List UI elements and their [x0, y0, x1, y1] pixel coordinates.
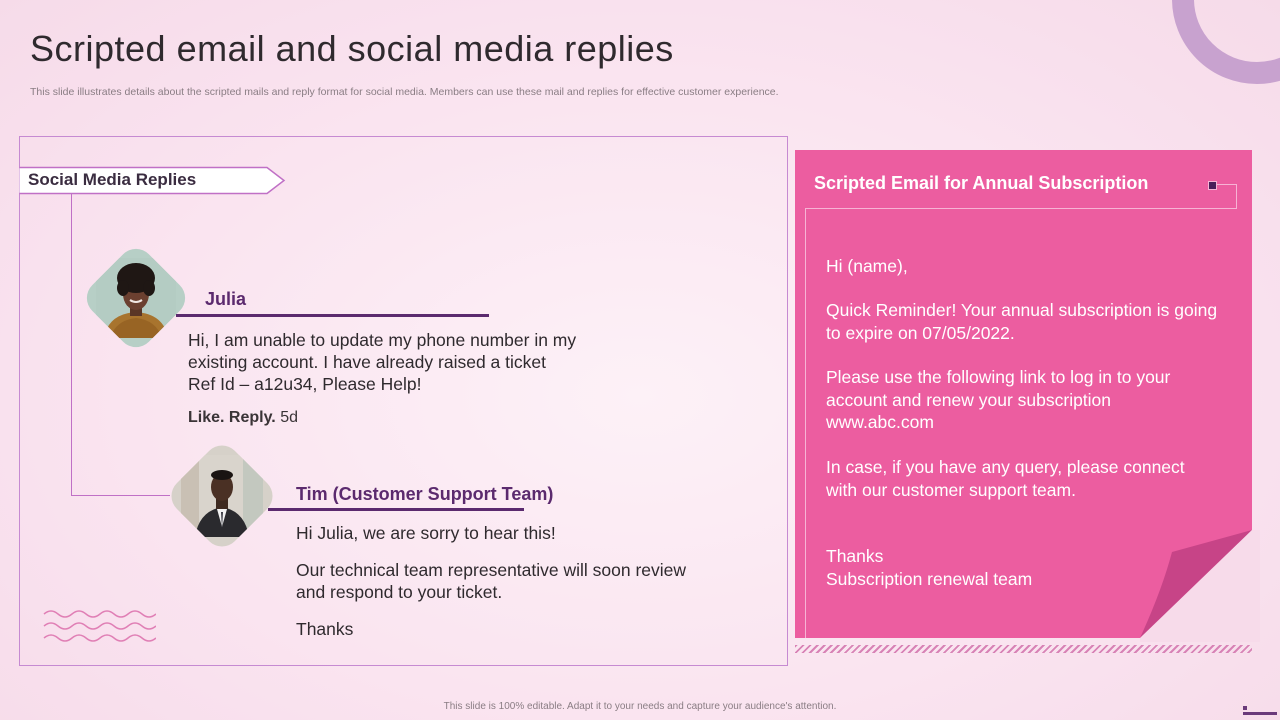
email-title-divider — [805, 208, 1237, 209]
julia-name: Julia — [205, 289, 247, 309]
thread-connector-line — [71, 194, 170, 496]
footer-note: This slide is 100% editable. Adapt it to your needs and capture your audience's attention. — [443, 701, 837, 712]
email-paragraph-query: In case, if you have any query, please connect with our customer support team. — [826, 457, 1185, 500]
wave-decoration — [42, 609, 156, 650]
julia-message: Hi, I am unable to update my phone number in my existing account. I have already raised a ticket Ref Id – a12u34, Please Help! — [188, 330, 577, 394]
tim-reply-line-2: Our technical team representative will soon review and respond to your ticket. — [296, 560, 687, 602]
email-title-marker — [1208, 181, 1217, 190]
tim-reply-line-3: Thanks — [296, 619, 354, 639]
corner-dot — [1243, 706, 1247, 710]
tim-reply-line-1: Hi Julia, we are sorry to hear this! — [296, 523, 556, 543]
julia-name-underline — [176, 314, 489, 317]
page-title: Scripted email and social media replies — [30, 28, 674, 69]
page-subtitle: This slide illustrates details about the scripted mails and reply format for social media. Members can use these mail and replies for effective customer experience. — [30, 86, 779, 98]
email-card-title: Scripted Email for Annual Subscription — [814, 173, 1149, 193]
tim-name-underline — [268, 508, 524, 511]
tim-name: Tim (Customer Support Team) — [296, 484, 554, 504]
section-tag-label: Social Media Replies — [28, 170, 197, 189]
like-reply-actions[interactable]: Like. Reply. — [188, 409, 276, 426]
email-greeting: Hi (name), — [826, 256, 908, 276]
email-title-frame-right — [1236, 184, 1237, 209]
email-side-line — [805, 208, 806, 638]
email-paragraph-link: Please use the following link to log in to your account and renew your subscription www.abc.com — [826, 367, 1171, 432]
decorative-ring — [1172, 0, 1280, 84]
striped-bar-decoration — [795, 645, 1252, 653]
email-paragraph-reminder: Quick Reminder! Your annual subscription is going to expire on 07/05/2022. — [826, 300, 1218, 343]
corner-mark — [1243, 712, 1277, 715]
julia-comment-meta — [188, 409, 298, 427]
email-signoff: Thanks Subscription renewal team — [826, 546, 1033, 589]
comment-age: 5d — [280, 409, 298, 426]
